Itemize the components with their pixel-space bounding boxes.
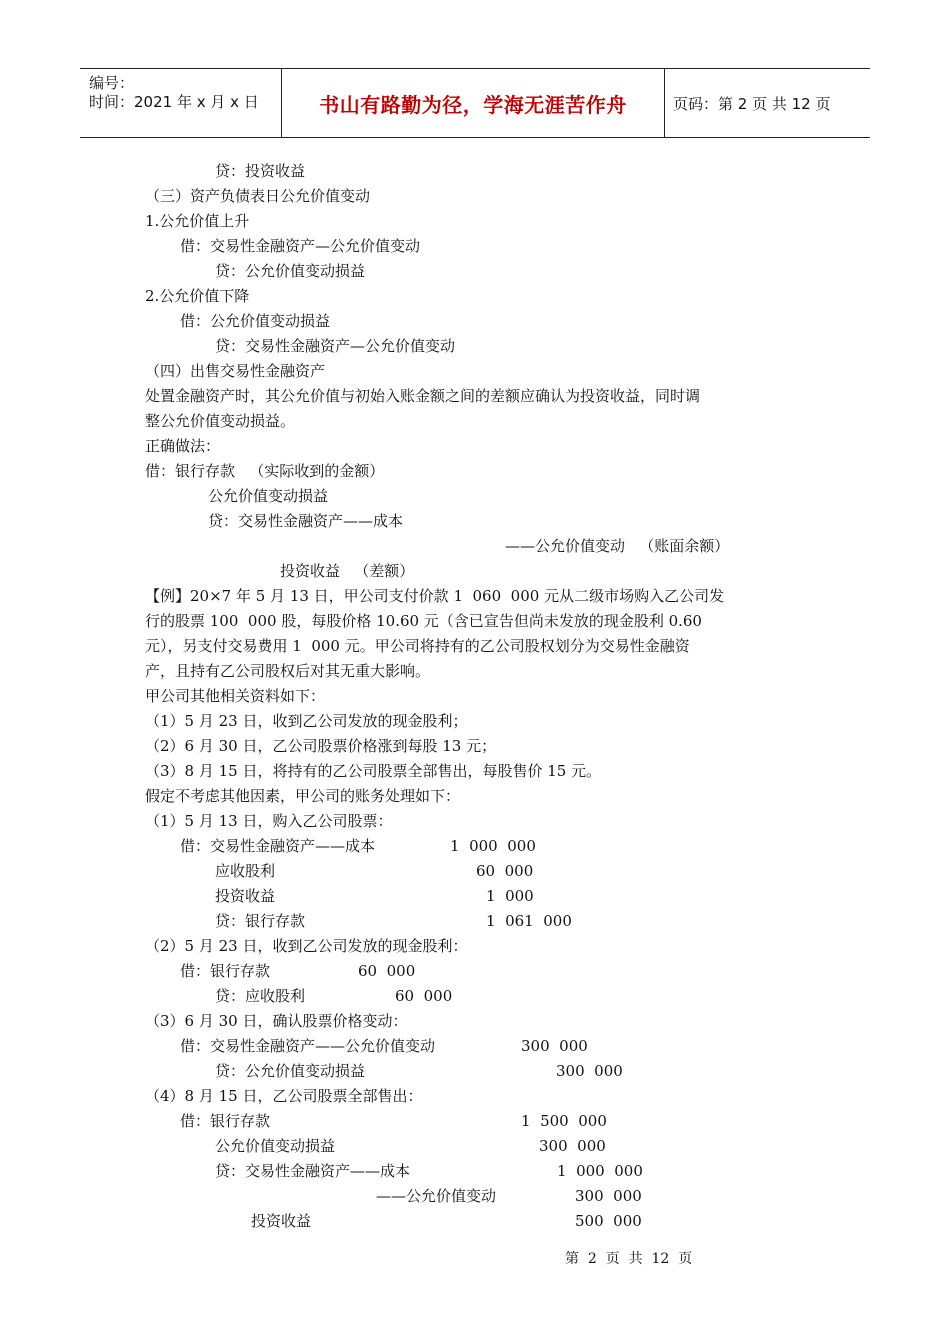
text-line: 借：公允价值变动损益 <box>180 312 331 330</box>
page-info-text: 页码：第 2 页 共 12 页 <box>673 94 831 113</box>
journal-amount: 1 500 000 <box>521 1112 607 1130</box>
text-line: （1）5 月 23 日，收到乙公司发放的现金股利； <box>145 712 468 730</box>
page-header <box>80 68 870 138</box>
journal-account: 借：交易性金融资产——公允价值变动 <box>180 1037 436 1055</box>
text-line: 贷：交易性金融资产—公允价值变动 <box>215 337 456 355</box>
journal-account: 投资收益 <box>215 887 276 905</box>
section-heading: （四）出售交易性金融资产 <box>145 362 326 380</box>
text-line: 处置金融资产时，其公允价值与初始入账金额之间的差额应确认为投资收益，同时调 <box>145 387 701 405</box>
journal-account: 借：交易性金融资产——成本 <box>180 837 376 855</box>
example-line: 行的股票 100 000 股，每股价格 10.60 元（含已宣告但尚未发放的现金股利 0.60 <box>145 612 702 630</box>
journal-amount: 60 000 <box>476 862 534 880</box>
journal-amount: 1 000 000 <box>450 837 536 855</box>
journal-amount: 1 061 000 <box>486 912 572 930</box>
journal-amount: 60 000 <box>395 987 453 1005</box>
text-line: 贷：交易性金融资产——成本 <box>208 512 404 530</box>
journal-account: 借：银行存款 <box>180 962 271 980</box>
journal-amount: 300 000 <box>556 1062 623 1080</box>
number-label: 编号： <box>89 74 135 92</box>
text-line: 借：银行存款 （实际收到的金额） <box>145 462 385 480</box>
text-line: 假定不考虑其他因素，甲公司的账务处理如下： <box>145 787 461 805</box>
text-line: 2.公允价值下降 <box>145 287 250 305</box>
journal-account: 投资收益 <box>251 1212 312 1230</box>
time-label: 时间：2021 年 x 月 x 日 <box>89 93 259 111</box>
journal-account: 贷：应收股利 <box>215 987 306 1005</box>
text-line: （2）5 月 23 日，收到乙公司发放的现金股利： <box>145 937 468 955</box>
example-line: 产，且持有乙公司股权后对其无重大影响。 <box>145 662 431 680</box>
text-line: 公允价值变动损益 <box>208 487 329 505</box>
text-line: （3）8 月 15 日，将持有的乙公司股票全部售出，每股售价 15 元。 <box>145 762 602 780</box>
section-heading: （三）资产负债表日公允价值变动 <box>145 187 371 205</box>
text-line: ——公允价值变动 （账面余额） <box>505 537 730 555</box>
example-line: 元），另支付交易费用 1 000 元。甲公司将持有的乙公司股权划分为交易性金融资 <box>145 637 690 655</box>
header-motto <box>282 69 665 137</box>
text-line: 投资收益 （差额） <box>280 562 415 580</box>
example-line: 【例】20×7 年 5 月 13 日，甲公司支付价款 1 060 000 元从二级市场购入乙公司发 <box>145 587 725 605</box>
journal-account: 贷：交易性金融资产——成本 <box>215 1162 411 1180</box>
text-line: 甲公司其他相关资料如下： <box>145 687 326 705</box>
journal-account: ——公允价值变动 <box>376 1187 497 1205</box>
text-line: （3）6 月 30 日，确认股票价格变动： <box>145 1012 408 1030</box>
journal-amount: 300 000 <box>539 1137 606 1155</box>
journal-amount: 1 000 <box>486 887 534 905</box>
text-line: （4）8 月 15 日，乙公司股票全部售出： <box>145 1087 423 1105</box>
journal-amount: 1 000 000 <box>557 1162 643 1180</box>
header-page-info <box>665 69 870 137</box>
text-line: 贷：投资收益 <box>215 162 306 180</box>
journal-amount: 60 000 <box>358 962 416 980</box>
text-line: 1.公允价值上升 <box>145 212 250 230</box>
text-line: 整公允价值变动损益。 <box>145 412 296 430</box>
journal-account: 借：银行存款 <box>180 1112 271 1130</box>
text-line: （2）6 月 30 日，乙公司股票价格涨到每股 13 元； <box>145 737 497 755</box>
journal-account: 贷：银行存款 <box>215 912 306 930</box>
text-line: 借：交易性金融资产—公允价值变动 <box>180 237 421 255</box>
text-line: 正确做法： <box>145 437 221 455</box>
journal-amount: 300 000 <box>521 1037 588 1055</box>
page-footer: 第 2 页 共 12 页 <box>565 1251 693 1267</box>
text-line: （1）5 月 13 日，购入乙公司股票： <box>145 812 393 830</box>
journal-account: 贷：公允价值变动损益 <box>215 1062 366 1080</box>
header-meta <box>80 69 282 137</box>
journal-amount: 300 000 <box>575 1187 642 1205</box>
journal-amount: 500 000 <box>575 1212 642 1230</box>
motto-text: 书山有路勤为径，学海无涯苦作舟 <box>319 92 627 117</box>
text-line: 贷：公允价值变动损益 <box>215 262 366 280</box>
journal-account: 应收股利 <box>215 862 276 880</box>
journal-account: 公允价值变动损益 <box>215 1137 336 1155</box>
